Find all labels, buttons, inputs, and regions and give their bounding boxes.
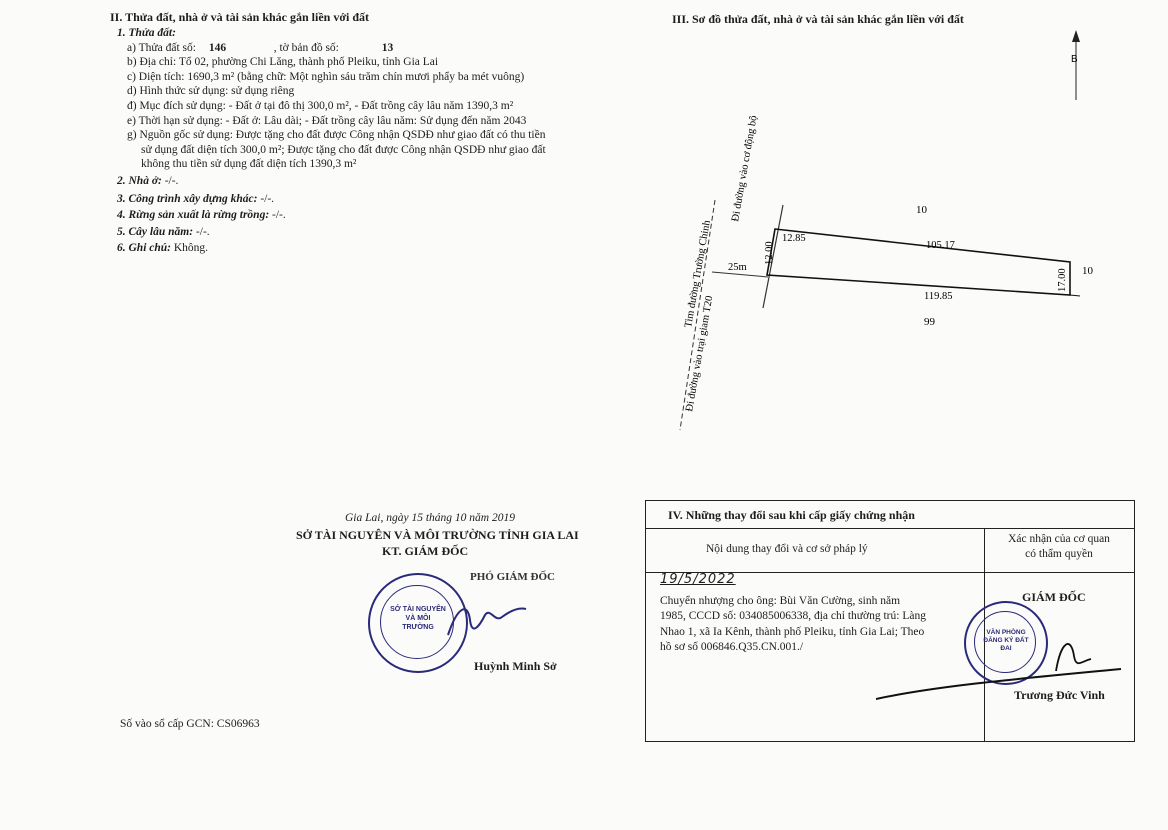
section-4-heading: IV. Những thay đổi sau khi cấp giấy chứng nhận (668, 508, 915, 522)
dim-17-00: 17.00 (1057, 268, 1068, 292)
purpose-line: đ) Mục đích sử dụng: - Đất ở tại đô thị 300,0 m², - Đất trồng cây lâu năm 1390,3 m² (127, 99, 514, 112)
perennial-value: -/-. (193, 225, 210, 238)
changes-table-title-row (646, 501, 1134, 529)
change-line-3: Nhao 1, xã Ia Kênh, thành phố Pleiku, tỉnh Gia Lai; Theo (660, 625, 925, 638)
road-b-label: Đi đường vào cơ động bộ (730, 114, 760, 223)
land-no: 146 (208, 41, 227, 54)
dim-105-17: 105.17 (926, 240, 955, 251)
stamp-text: SỞ TÀI NGUYÊN VÀ MÔI TRƯỜNG (390, 606, 446, 631)
changes-table (645, 500, 1135, 742)
perennial-label: 5. Cây lâu năm: (117, 225, 194, 238)
deputy-title: PHÓ GIÁM ĐỐC (470, 571, 555, 583)
house-label: 2. Nhà ở: (117, 174, 162, 187)
map-label: , tờ bản đồ số: (273, 41, 339, 54)
section-2-heading: II. Thửa đất, nhà ở và tài sản khác gắn liền với đất (110, 10, 370, 24)
col-confirm-header (984, 532, 1134, 561)
house-value: -/-. (161, 174, 179, 187)
gcn-number: Số vào sổ cấp GCN: CS06963 (120, 718, 260, 730)
neighbor-bottom: 99 (924, 316, 935, 328)
changes-table-header-row (646, 528, 1134, 573)
department-name: SỞ TÀI NGUYÊN VÀ MÔI TRƯỜNG TỈNH GIA LAI (296, 528, 579, 542)
director-title: KT. GIÁM ĐỐC (382, 544, 469, 558)
note-value: Không. (171, 242, 209, 255)
map-no: 13 (381, 41, 394, 54)
plot-boundary (767, 229, 1070, 295)
use-form-line: d) Hình thức sử dụng: sử dụng riêng (127, 85, 295, 98)
confirm-title: GIÁM ĐỐC (1022, 590, 1086, 604)
signer-name: Huỳnh Minh Sở (474, 659, 557, 673)
area-line: c) Diện tích: 1690,3 m² (bằng chữ: Một nghìn sáu trăm chín mươi phẩy ba mét vuông) (127, 70, 525, 83)
col-content-header: Nội dung thay đổi và cơ sở pháp lý (706, 543, 868, 555)
origin-line-3: không thu tiền sử dụng đất diện tích 1390,3 m² (141, 158, 357, 171)
section-3-heading: III. Sơ đồ thửa đất, nhà ở và tài sản khác gắn liền với đất (672, 12, 964, 26)
signature-1-icon (440, 595, 530, 645)
note-label: 6. Ghi chú: (117, 242, 171, 255)
land-no-label: a) Thửa đất số: (127, 41, 196, 54)
setback-label: 25m (728, 262, 747, 273)
stamp2-text: VĂN PHÒNG ĐĂNG KÝ ĐẤT ĐAI (983, 629, 1029, 652)
change-line-2: 1985, CCCD số: 034085006338, địa chỉ thường trú: Làng (660, 610, 926, 623)
col-confirm-line-2: có thẩm quyền (1025, 547, 1093, 560)
dim-12-85: 12.85 (782, 233, 806, 244)
dim-119-85: 119.85 (924, 291, 953, 302)
north-label: B (1071, 54, 1078, 65)
neighbor-right: 10 (1082, 265, 1093, 277)
col-confirm-line-1: Xác nhận của cơ quan (1008, 533, 1110, 545)
road-a-label: Tim đường Trường Chinh (683, 219, 713, 329)
plot-edge-extension (1070, 295, 1080, 296)
construction-label: 3. Công trình xây dựng khác: (117, 192, 258, 205)
forest-label: 4. Rừng sản xuất là rừng trồng: (117, 209, 270, 222)
change-date: 19/5/2022 (660, 572, 736, 587)
confirm-signer: Trương Đức Vinh (1014, 688, 1105, 702)
dim-12-00: 12.00 (764, 241, 775, 265)
forest-value: -/-. (269, 209, 286, 222)
change-line-4: hồ sơ số 006846.Q35.CN.001./ (660, 641, 804, 654)
road-c-label: Đi đường vào trại giam T20 (684, 294, 716, 413)
change-line-1: Chuyển nhượng cho ông: Bùi Văn Cường, sinh năm (660, 594, 901, 607)
duration-line: e) Thời hạn sử dụng: - Đất ở: Lâu dài; - Đất trồng cây lâu năm: Sử dụng đến năm 2043 (127, 114, 527, 127)
origin-line-2: sử dụng đất diện tích 300,0 m²; Được tặng cho đất được Công nhận QSDĐ như giao đất (141, 143, 546, 156)
construction-value: -/-. (257, 192, 275, 205)
place-date: Gia Lai, ngày 15 tháng 10 năm 2019 (345, 512, 515, 524)
land-heading: 1. Thửa đất: (117, 27, 176, 39)
neighbor-top: 10 (916, 204, 927, 216)
origin-line-1: g) Nguồn gốc sử dụng: Được tặng cho đất được Công nhận QSDĐ như giao đất có thu tiền (127, 129, 546, 142)
north-arrow-icon (1072, 30, 1080, 42)
address-line: b) Địa chỉ: Tổ 02, phường Chi Lăng, thành phố Pleiku, tỉnh Gia Lai (127, 56, 439, 69)
